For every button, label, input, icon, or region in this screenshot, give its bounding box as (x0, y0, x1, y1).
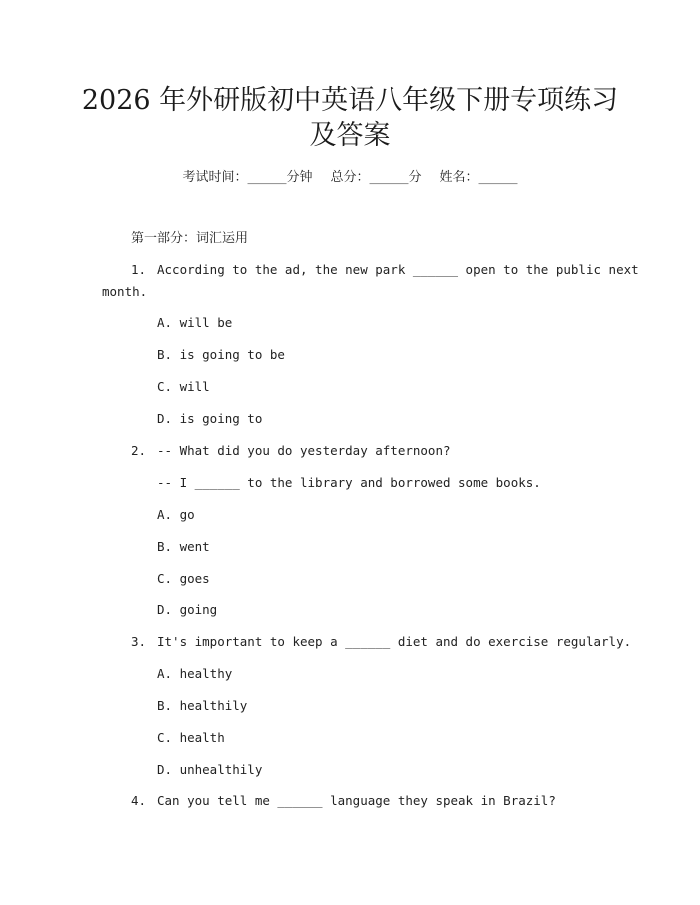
option-a: A. will be (157, 315, 233, 330)
question-stem: Can you tell me ______ language they speak in Brazil? (157, 793, 556, 808)
option-c: C. health (157, 730, 225, 745)
question-stem-continued: -- I ______ to the library and borrowed some books. (157, 475, 541, 490)
exam-info (0, 168, 700, 188)
question-stem: -- What did you do yesterday afternoon? (157, 443, 451, 458)
question-number: 3. (131, 634, 147, 649)
question-stem: It's important to keep a ______ diet and do exercise regularly. (157, 634, 632, 649)
option-d: D. going (157, 602, 218, 617)
option-b: B. went (157, 539, 210, 554)
student-name-field: 姓名：______ (439, 170, 518, 185)
question-stem: According to the ad, the new park ______ open to the public next (157, 262, 639, 277)
total-score-field: 总分：______分 (330, 170, 422, 185)
document-title: 2026 年外研版初中英语八年级下册专项练习 (81, 85, 619, 116)
option-b: B. is going to be (157, 347, 285, 362)
document-title-continued: 及答案 (309, 120, 391, 151)
option-a: A. go (157, 507, 195, 522)
option-c: C. goes (157, 571, 210, 586)
option-b: B. healthily (157, 698, 248, 713)
question-number: 4. (131, 793, 147, 808)
option-c: C. will (157, 379, 210, 394)
exam-time-field: 考试时间：______分钟 (182, 170, 313, 185)
question-number: 1. (131, 262, 147, 277)
option-a: A. healthy (157, 666, 233, 681)
question-number: 2. (131, 443, 147, 458)
option-d: D. unhealthily (157, 762, 263, 777)
question-stem-continued: month. (102, 284, 148, 299)
option-d: D. is going to (157, 411, 263, 426)
section-heading: 第一部分：词汇运用 (131, 231, 249, 246)
